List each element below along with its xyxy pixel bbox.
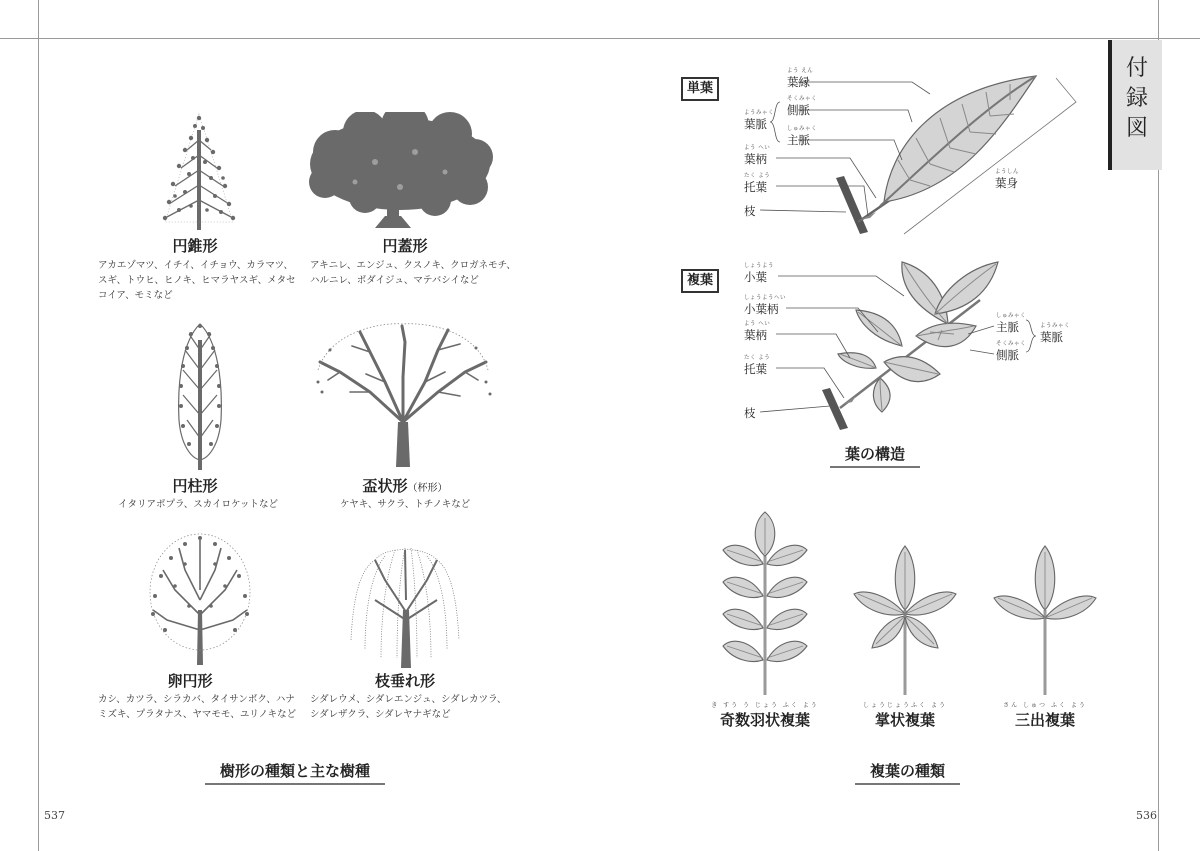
- label-text: 小葉: [744, 270, 767, 284]
- palmate-illustration: [850, 540, 960, 695]
- species-line: ミズキ、プラタナス、ヤマモモ、ユリノキなど: [98, 709, 297, 720]
- label-leaf-margin: [787, 68, 814, 90]
- label-stipule: [744, 173, 771, 195]
- tree-name-vase-text: 盃状形: [362, 477, 408, 495]
- species-line: アキニレ、エンジュ、クスノキ、クロガネモチ、: [310, 260, 516, 271]
- ruby: さん しゅつ ふく よう: [1003, 702, 1087, 709]
- ruby: ようみゃく: [744, 110, 775, 116]
- label-text: 葉脈: [1040, 330, 1063, 344]
- label-text: 葉脈: [744, 117, 767, 131]
- label-text: 托葉: [744, 362, 767, 376]
- section-tab-text: [1112, 54, 1162, 144]
- tree-name-vase: [295, 475, 515, 496]
- left-page-caption: [205, 760, 385, 781]
- species-dome: [310, 258, 516, 288]
- label-text: 葉柄: [744, 328, 767, 342]
- label-compound-stipule: [744, 355, 771, 377]
- compound-type-palmate: [830, 700, 980, 730]
- caption-underline: [855, 783, 960, 785]
- conical-tree-illustration: [145, 110, 255, 230]
- section-tab: [1108, 40, 1162, 170]
- simple-leaf-box: 単葉: [681, 77, 719, 101]
- label-compound-midrib: [996, 313, 1027, 335]
- label-text: 小葉柄: [744, 302, 779, 316]
- ruby: そくみゃく: [996, 341, 1027, 347]
- species-line: シダレウメ、シダレエンジュ、シダレカツラ、: [310, 694, 507, 705]
- tree-name-vase-note: （杯形）: [407, 483, 448, 494]
- odd-pinnate-illustration: [715, 510, 815, 695]
- label-compound-vein: [1040, 323, 1071, 345]
- columnar-tree-illustration: [165, 320, 235, 470]
- label-vein: [744, 110, 775, 132]
- page-number-left: 537: [44, 809, 65, 822]
- species-line: イタリアポプラ、スカイロケットなど: [118, 499, 278, 510]
- ruby: しょうじょうふく よう: [863, 702, 947, 709]
- label-midrib: [787, 126, 818, 148]
- species-line: ハルニレ、ボダイジュ、マテバシイなど: [310, 275, 479, 286]
- label-compound-lateral-vein: [996, 341, 1027, 363]
- tree-name-ovoid: 卵円形: [167, 672, 213, 690]
- caption-underline: [205, 783, 385, 785]
- species-line: スギ、トウヒ、ヒノキ、ヒマラヤスギ、メタセ: [98, 275, 296, 286]
- ruby: よう へい: [744, 145, 771, 151]
- ruby: しょうようへい: [744, 295, 787, 301]
- species-columnar: [118, 497, 278, 512]
- label-compound-petiole: [744, 321, 771, 343]
- ruby: そくみゃく: [787, 96, 818, 102]
- ruby: たく よう: [744, 355, 771, 361]
- label-text: 主脈: [787, 133, 810, 147]
- label-text: 葉身: [995, 176, 1018, 190]
- tree-name-conical: 円錐形: [172, 237, 218, 255]
- label-text: 葉柄: [744, 152, 767, 166]
- ruby: しょうよう: [744, 263, 775, 269]
- compound-types-caption-text: 複葉の種類: [869, 762, 945, 780]
- ruby: よう へい: [744, 321, 771, 327]
- ruby: しゅみゃく: [996, 313, 1027, 319]
- label-petiolule: [744, 295, 787, 317]
- compound-leaf-box: 複葉: [681, 269, 719, 293]
- species-vase: [340, 497, 470, 512]
- label-text: 枝: [744, 406, 756, 420]
- species-conical: [98, 258, 296, 303]
- ruby: よう えん: [787, 68, 814, 74]
- leaf-structure-caption: [830, 443, 920, 464]
- vase-tree-illustration: [310, 322, 495, 467]
- label-text: 托葉: [744, 180, 767, 194]
- top-frame-line: [0, 38, 1200, 39]
- tree-name-weeping: 枝垂れ形: [374, 672, 435, 690]
- label-petiole: [744, 145, 771, 167]
- species-line: ケヤキ、サクラ、トチノキなど: [340, 499, 471, 510]
- compound-type-trifoliate: [970, 700, 1120, 730]
- left-page-caption-text: 樹形の種類と主な樹種: [219, 762, 370, 780]
- label-leaflet: [744, 263, 775, 285]
- weeping-tree-illustration: [345, 540, 465, 668]
- label-text: 側脈: [787, 103, 810, 117]
- ruby: しゅみゃく: [787, 126, 818, 132]
- label-lateral-vein: [787, 96, 818, 118]
- species-ovoid: [98, 692, 296, 722]
- tab-text: 付録図: [1125, 56, 1148, 141]
- compound-type-name: 掌状複葉: [874, 711, 935, 729]
- ovoid-tree-illustration: [145, 530, 255, 665]
- caption-underline: [830, 466, 920, 468]
- compound-type-name: 奇数羽状複葉: [719, 711, 810, 729]
- label-compound-branch: [744, 405, 756, 421]
- label-branch: [744, 203, 756, 219]
- compound-types-caption: [855, 760, 960, 781]
- leaf-structure-caption-text: 葉の構造: [844, 445, 905, 463]
- species-line: コイア、モミなど: [98, 290, 173, 301]
- page-number-right: 536: [1136, 809, 1157, 822]
- compound-type-odd-pinnate: [690, 700, 840, 730]
- ruby: ようみゃく: [1040, 323, 1071, 329]
- trifoliate-illustration: [990, 540, 1100, 695]
- compound-type-name: 三出複葉: [1014, 711, 1075, 729]
- species-line: カシ、カツラ、シラカバ、タイサンボク、ハナ: [98, 694, 295, 705]
- simple-leaf-diagram: [680, 60, 1080, 250]
- label-text: 主脈: [996, 320, 1019, 334]
- ruby: たく よう: [744, 173, 771, 179]
- tree-name-columnar: 円柱形: [172, 477, 218, 495]
- ruby: き すう う じょう ふく よう: [711, 702, 819, 709]
- dome-tree-illustration: [305, 112, 495, 232]
- ruby: ようしん: [995, 169, 1020, 175]
- species-weeping: [310, 692, 506, 722]
- species-line: シダレザクラ、シダレヤナギなど: [310, 709, 451, 720]
- label-text: 葉縁: [787, 75, 810, 89]
- tree-name-dome: 円蓋形: [382, 237, 428, 255]
- label-text: 枝: [744, 204, 756, 218]
- species-line: アカエゾマツ、イチイ、イチョウ、カラマツ、: [98, 260, 293, 271]
- left-frame-line: [38, 0, 39, 851]
- label-leaf-blade: [995, 169, 1020, 191]
- label-text: 側脈: [996, 348, 1019, 362]
